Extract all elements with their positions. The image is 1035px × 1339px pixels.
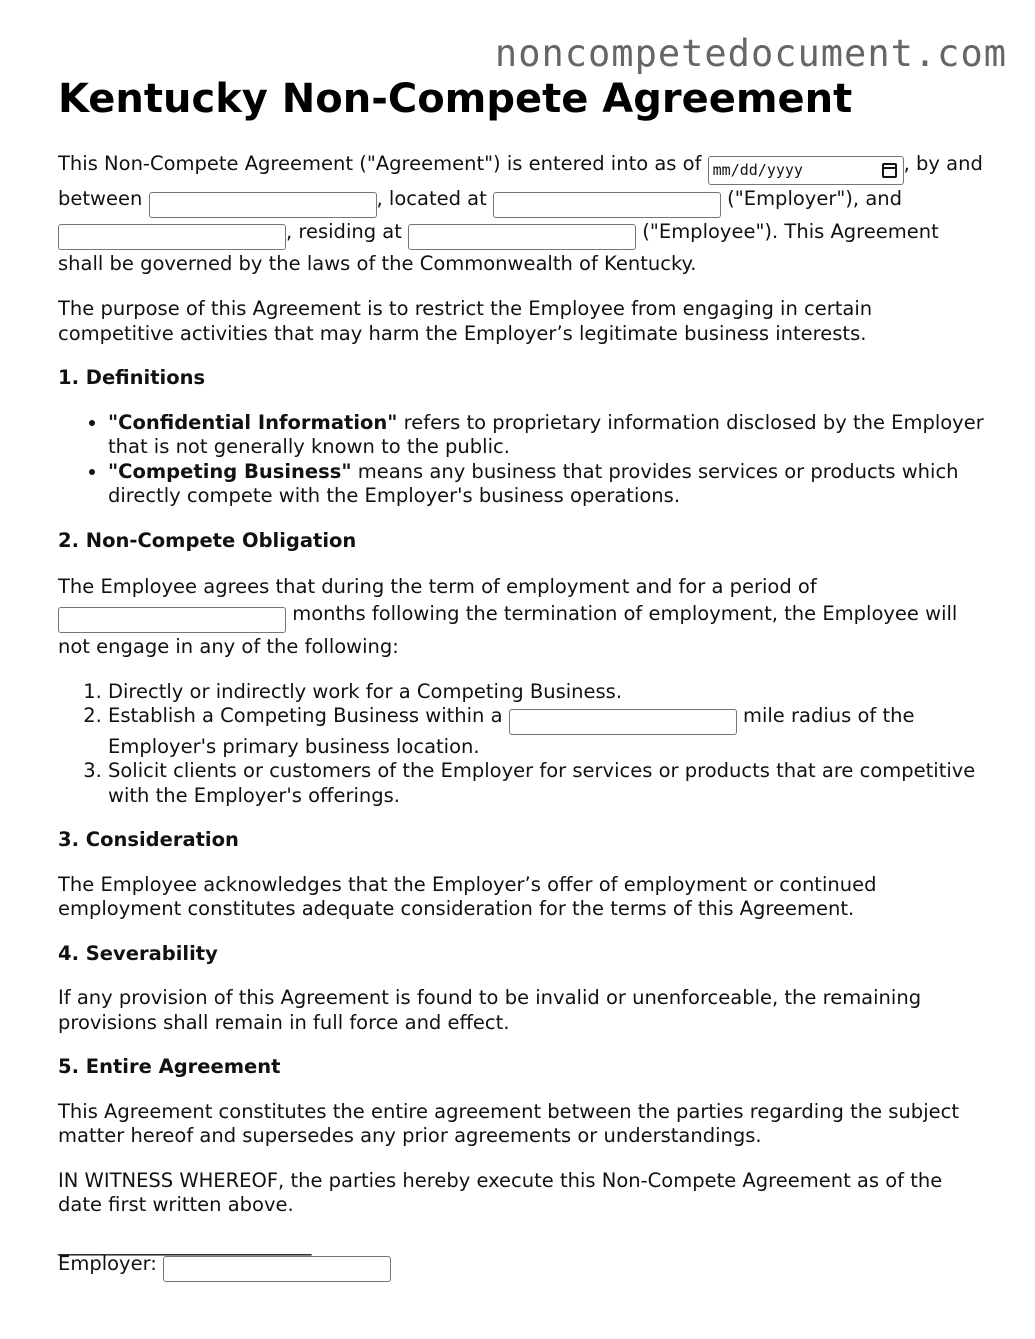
consideration-heading: 3. Consideration: [58, 828, 239, 851]
radius-text-2: mile radius of the Employer's primary business location.: [108, 704, 915, 758]
employer-signature-input[interactable]: [163, 1256, 391, 1282]
date-placeholder: mm/dd/yyyy: [712, 161, 803, 179]
calendar-icon[interactable]: [882, 163, 897, 178]
employer-name-input[interactable]: [149, 192, 377, 218]
intro-text-5: , residing at: [286, 219, 409, 243]
definition-text: refers to proprietary information disclosed by the Employer that is not generally known to the public.: [108, 410, 984, 458]
definition-term: "Confidential Information": [108, 410, 398, 434]
intro-text-1: This Non-Compete Agreement ("Agreement") is entered into as of: [58, 152, 708, 175]
list-item: [108, 460, 988, 509]
employer-address-input[interactable]: [493, 192, 721, 218]
employee-name-input[interactable]: [58, 224, 286, 250]
obligation-paragraph: [58, 573, 988, 660]
obligation-list: [58, 680, 988, 809]
definition-term: "Competing Business": [108, 459, 352, 483]
mile-radius-input[interactable]: [509, 709, 737, 735]
purpose-paragraph: The purpose of this Agreement is to restrict the Employee from engaging in certain competitive activities that may harm the Employer’s legitimate business interests.: [58, 297, 873, 345]
list-item: 1. Directly or indirectly work for a Competing Business.: [108, 680, 988, 705]
watermark-text: noncompetedocument.com: [494, 32, 1007, 75]
obligation-text-1: The Employee agrees that during the term of employment and for a period of: [58, 575, 817, 598]
severability-heading: 4. Severability: [58, 941, 218, 965]
intro-text-3: , located at: [376, 187, 493, 210]
list-item: 3. Solicit clients or customers of the Employer for services or products that are competitive with the Employer's offerings.: [108, 759, 988, 808]
severability-paragraph: If any provision of this Agreement is found to be invalid or unenforceable, the remaining provisions shall remain in full force and effect.: [58, 986, 922, 1034]
intro-text-2: , by and between: [58, 152, 983, 210]
employee-address-input[interactable]: [408, 224, 636, 250]
list-item: [108, 704, 988, 759]
obligation-text-2: months following the termination of employment, the Employee will not engage in any of the following:: [58, 602, 958, 658]
definition-text: means any business that provides services or products which directly compete with the Employer's business operations.: [108, 459, 959, 507]
obligation-heading: 2. Non-Compete Obligation: [58, 528, 357, 552]
entire-agreement-heading: 5. Entire Agreement: [58, 1055, 281, 1078]
consideration-paragraph: The Employee acknowledges that the Employer’s offer of employment or continued employment constitutes adequate consideration for the terms of this Agreement.: [58, 872, 877, 920]
employer-label: Employer:: [58, 1251, 164, 1275]
list-item: [108, 411, 988, 460]
agreement-date-input[interactable]: [708, 156, 904, 185]
entire-agreement-paragraph: This Agreement constitutes the entire agreement between the parties regarding the subject matter hereof and supersedes any prior agreements or understandings.: [58, 1099, 959, 1147]
radius-text-1: Establish a Competing Business within a: [108, 704, 509, 727]
signature-line: __________________________: [58, 1232, 312, 1256]
agreement-document: [58, 74, 988, 1282]
intro-text-4: ("Employer"), and: [720, 187, 903, 210]
restriction-months-input[interactable]: [58, 607, 286, 633]
witness-paragraph: IN WITNESS WHEREOF, the parties hereby execute this Non-Compete Agreement as of the date first written above.: [58, 1168, 943, 1216]
employer-signature-row: [58, 1252, 988, 1283]
intro-text-6: ("Employee"). This Agreement shall be governed by the laws of the Commonwealth of Kentucky.: [58, 219, 939, 275]
document-title: Kentucky Non-Compete Agreement: [58, 76, 853, 122]
definitions-list: [58, 411, 988, 509]
intro-paragraph: [58, 150, 988, 277]
definitions-heading: 1. Definitions: [58, 366, 206, 389]
